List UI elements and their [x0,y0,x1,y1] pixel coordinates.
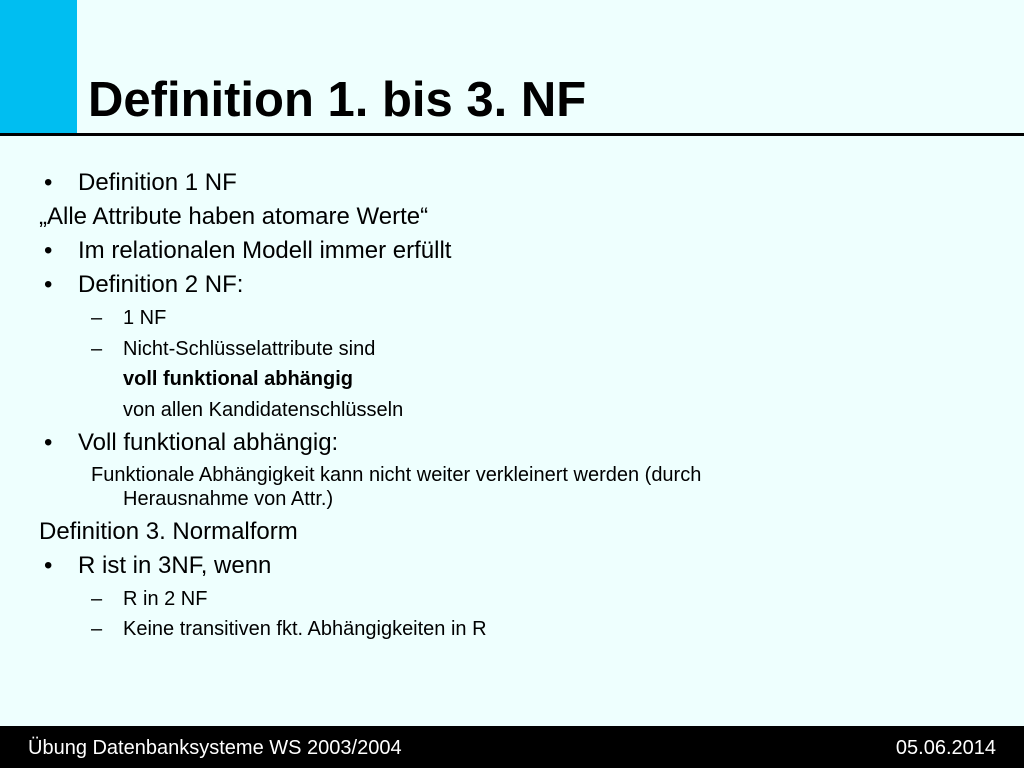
sub-item-fully-functional-dependent: voll funktional abhängig [123,368,353,390]
dash-marker: – [91,338,103,360]
slide-footer [0,726,1024,768]
title-accent-bar [0,0,77,135]
sub-item-r-in-2nf: R in 2 NF [123,588,208,610]
title-divider [0,133,1024,136]
footer-course-title: Übung Datenbanksysteme WS 2003/2004 [28,737,402,759]
bullet-r-in-3nf: R ist in 3NF, wenn [78,552,272,579]
dash-marker: – [91,588,103,610]
sub-item-no-transitive-dependencies: Keine transitiven fkt. Abhängigkeiten in R [123,618,487,640]
bullet-marker: • [44,429,53,456]
bullet-relational-model: Im relationalen Modell immer erfüllt [78,237,452,264]
bullet-marker: • [44,237,53,264]
heading-definition-3nf: Definition 3. Normalform [39,518,298,545]
dash-marker: – [91,618,103,640]
bullet-definition-1nf: Definition 1 NF [78,169,237,196]
sub-item-1nf: 1 NF [123,307,167,329]
paragraph-functional-dependency-line2: Herausnahme von Attr.) [123,488,334,510]
footer-date: 05.06.2014 [895,737,996,759]
sub-item-candidate-keys: von allen Kandidatenschlüsseln [123,399,404,421]
quote-atomic-values: „Alle Attribute haben atomare Werte“ [39,203,429,230]
slide-title: Definition 1. bis 3. NF [88,73,587,127]
bullet-marker: • [44,169,53,196]
bullet-definition-2nf: Definition 2 NF: [78,271,244,298]
bullet-fully-functional: Voll funktional abhängig: [78,429,339,456]
sub-item-non-key-attributes: Nicht-Schlüsselattribute sind [123,338,376,360]
bullet-marker: • [44,552,53,579]
paragraph-functional-dependency-line1: Funktionale Abhängigkeit kann nicht weiter verkleinert werden (durch [91,464,702,486]
bullet-marker: • [44,271,53,298]
dash-marker: – [91,307,103,329]
